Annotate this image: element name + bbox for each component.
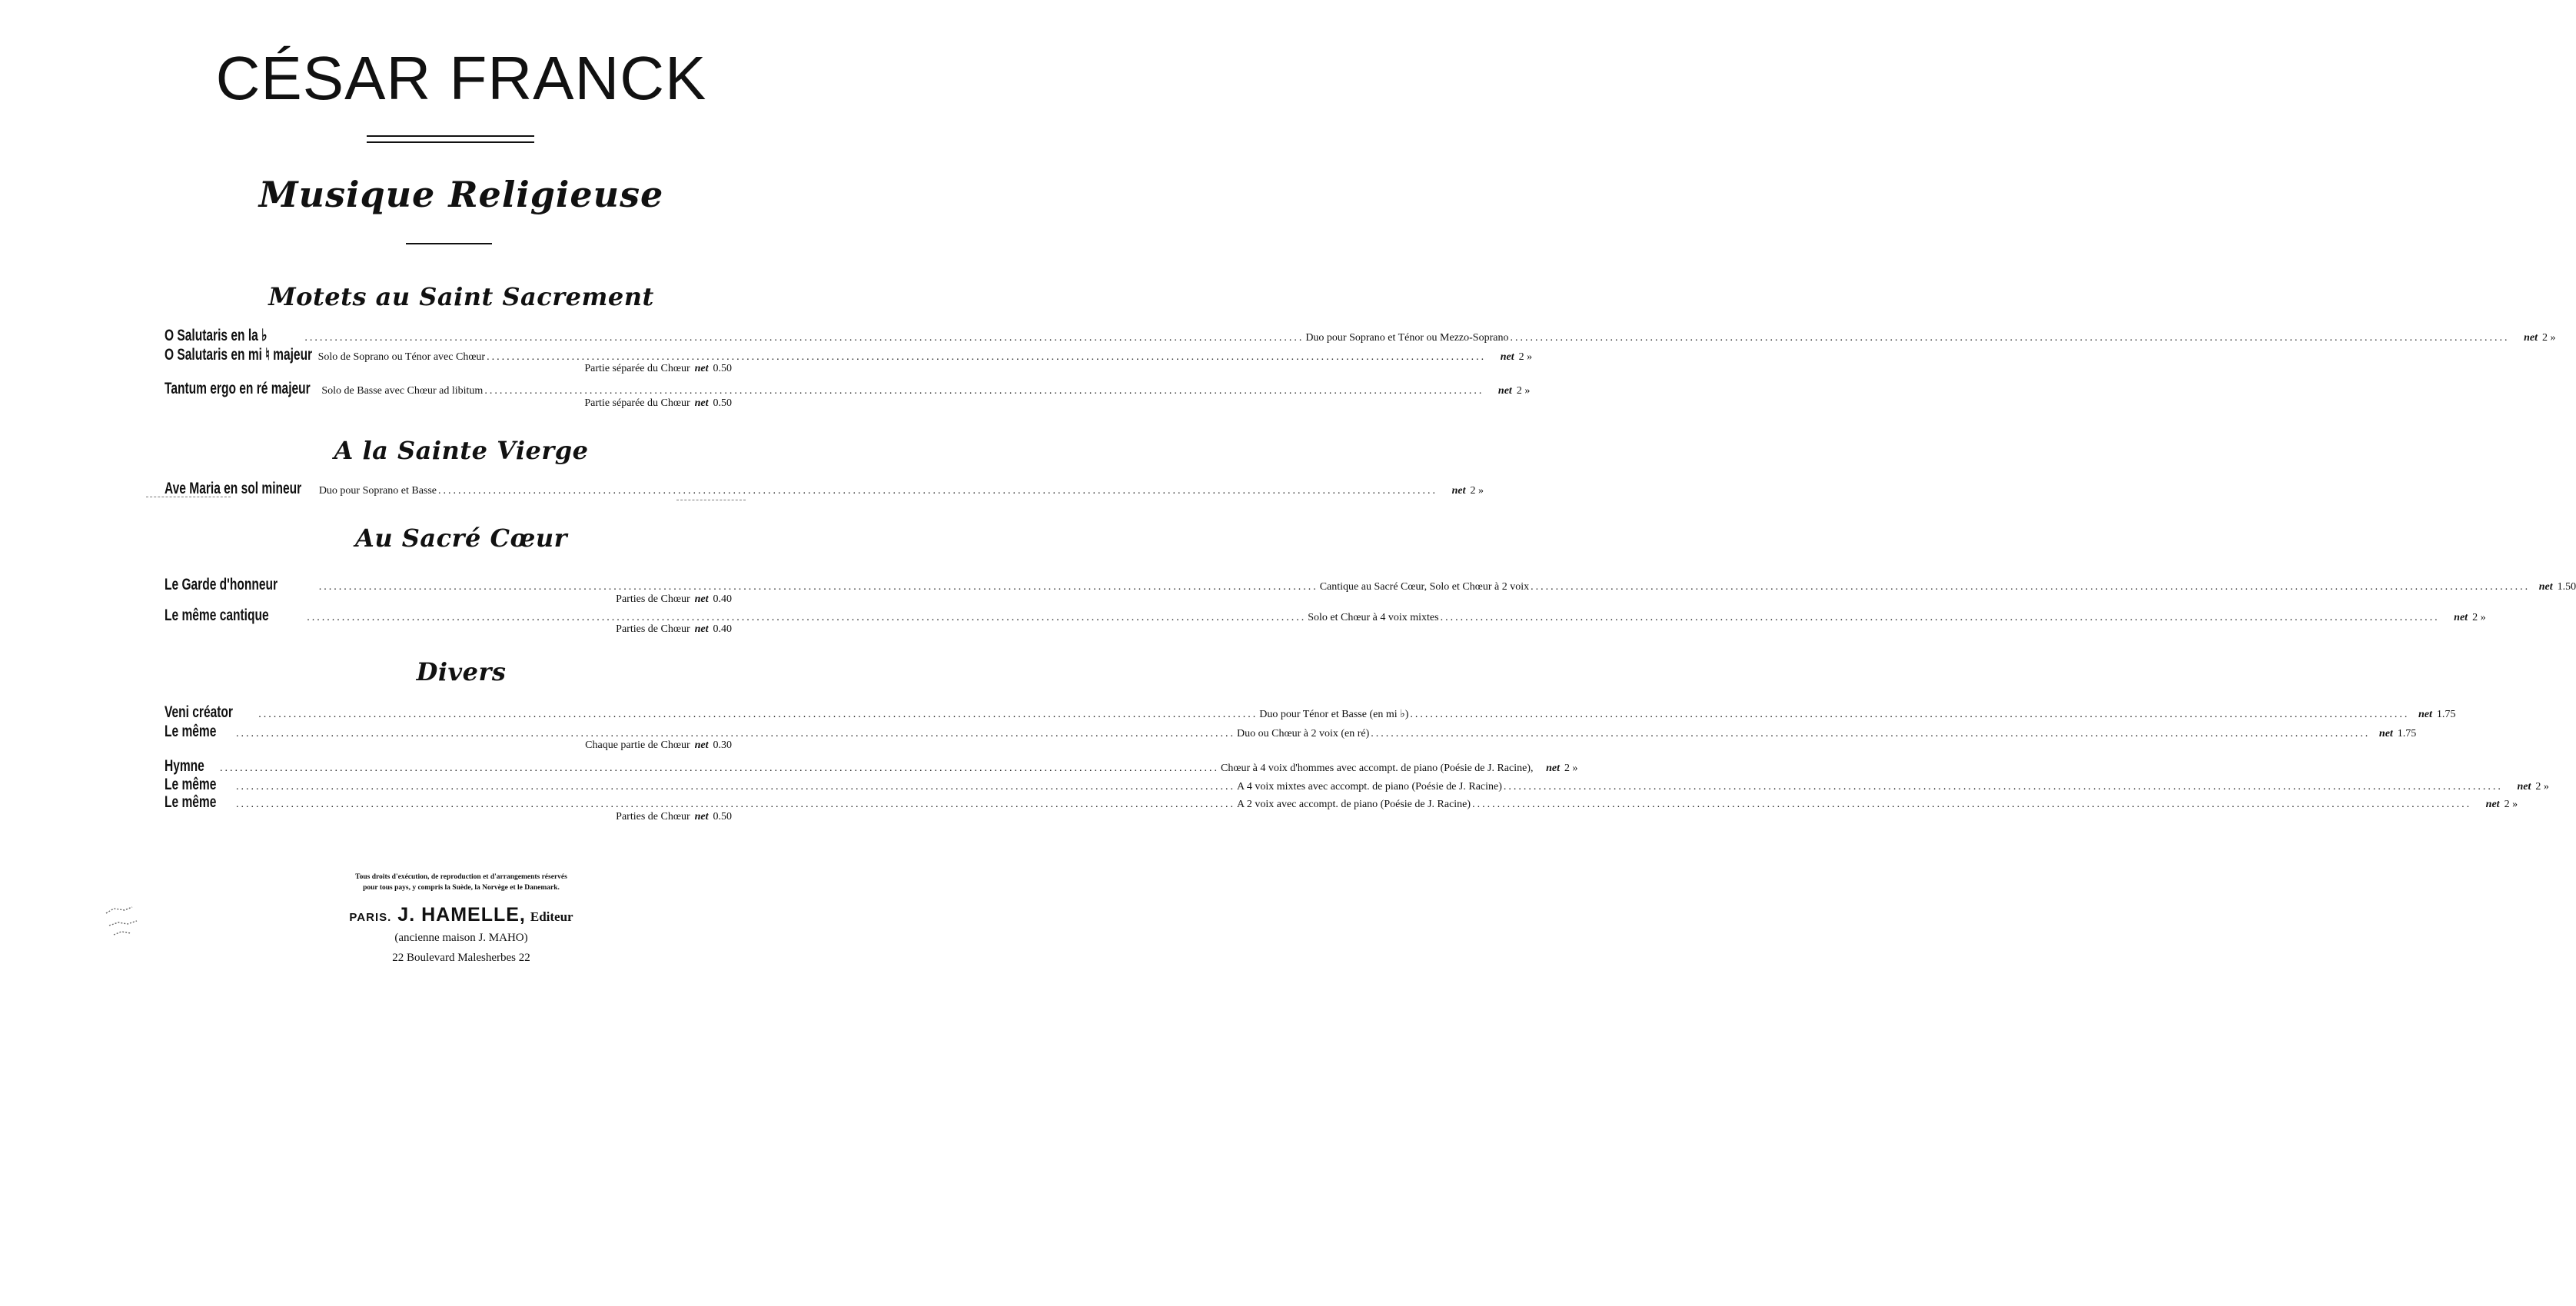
catalog-entry bbox=[165, 480, 1484, 497]
catalog-title: Musique Religieuse bbox=[258, 174, 664, 215]
work-price: net 2 » bbox=[2485, 799, 2518, 810]
work-description: Duo ou Chœur à 2 voix (en ré) bbox=[1237, 728, 1370, 739]
work-price: net 1.50 bbox=[2538, 581, 2576, 593]
short-rule-divider bbox=[406, 243, 492, 244]
chorus-part-line: Parties de Chœur net 0.40 bbox=[616, 593, 732, 605]
work-description: A 2 voix avec accompt. de piano (Poésie de J. Racine) bbox=[1237, 799, 1471, 810]
work-description: Solo de Basse avec Chœur ad libitum bbox=[321, 385, 484, 397]
work-title: Tantum ergo en ré majeur bbox=[165, 380, 311, 397]
work-price: net 1.75 bbox=[2378, 728, 2417, 739]
leader-dots: ........................................................................................................................................................................................................ bbox=[258, 709, 1258, 720]
work-description: Duo pour Soprano et Basse bbox=[318, 485, 437, 497]
catalog-entry bbox=[165, 576, 2576, 593]
leader-dots: ........................................................................................................................................................................................................ bbox=[1503, 781, 2503, 793]
leader-dots: ........................................................................................................................................................................................................ bbox=[220, 763, 1220, 774]
leader-dots: ........................................................................................................................................................................................................ bbox=[304, 332, 1305, 344]
work-title: Le même bbox=[165, 776, 217, 793]
work-description: Duo pour Soprano et Ténor ou Mezzo-Soprano bbox=[1305, 332, 1509, 344]
work-description: Solo de Soprano ou Ténor avec Chœur bbox=[317, 351, 486, 363]
catalog-entry bbox=[165, 723, 2417, 740]
catalog-entry bbox=[165, 326, 2556, 344]
catalog-entry bbox=[165, 380, 1531, 397]
work-title: Hymne bbox=[165, 757, 204, 775]
leader-dots: ........................................................................................................................................................................................................ bbox=[487, 351, 1487, 363]
chorus-part-line: Partie séparée du Chœur net 0.50 bbox=[584, 363, 732, 374]
work-title: Le même bbox=[165, 793, 217, 811]
work-description: Solo et Chœur à 4 voix mixtes bbox=[1308, 612, 1439, 623]
section-heading-divers: Divers bbox=[416, 657, 507, 686]
leader-dots: ........................................................................................................................................................................................................ bbox=[1531, 581, 2531, 593]
work-title: O Salutaris en mi ♮ majeur bbox=[165, 346, 313, 364]
work-price: net 2 » bbox=[1546, 763, 1578, 774]
chorus-part-line: Chaque partie de Chœur net 0.30 bbox=[585, 739, 732, 751]
publisher-role: Editeur bbox=[530, 909, 573, 924]
leader-dots: ........................................................................................................................................................................................................ bbox=[1472, 799, 2472, 810]
leader-dots: ........................................................................................................................................................................................................ bbox=[236, 728, 1236, 739]
catalog-entry bbox=[165, 793, 2518, 811]
leader-dots: ........................................................................................................................................................................................................ bbox=[1510, 332, 2510, 344]
double-rule-divider bbox=[367, 135, 534, 143]
work-title: Le Garde d'honneur bbox=[165, 576, 278, 593]
work-title: Le même bbox=[165, 723, 217, 740]
work-description: Cantique au Sacré Cœur, Solo et Chœur à 2 voix bbox=[1319, 581, 1530, 593]
catalog-entry bbox=[165, 703, 2456, 721]
publisher-address: 22 Boulevard Malesherbes 22 bbox=[392, 952, 530, 964]
catalog-entry bbox=[165, 757, 1578, 775]
work-description: Chœur à 4 voix d'hommes avec accompt. de piano (Poésie de J. Racine), bbox=[1221, 763, 1534, 774]
work-title: Ave Maria en sol mineur bbox=[165, 480, 302, 497]
work-title: Le même cantique bbox=[165, 606, 269, 624]
work-title: O Salutaris en la ♭ bbox=[165, 327, 268, 344]
chorus-part-line: Parties de Chœur net 0.40 bbox=[616, 623, 732, 635]
work-price: net 2 » bbox=[1500, 351, 1533, 363]
chorus-part-line: Partie séparée du Chœur net 0.50 bbox=[584, 397, 732, 409]
work-price: net 1.75 bbox=[2418, 709, 2456, 720]
section-heading-sacre-coeur: Au Sacré Cœur bbox=[355, 523, 567, 553]
publisher-city: PARIS. bbox=[349, 911, 392, 924]
section-heading-sainte-vierge: A la Sainte Vierge bbox=[334, 436, 589, 465]
catalog-entry bbox=[165, 345, 1533, 364]
catalog-entry bbox=[165, 776, 2549, 793]
work-price: net 2 » bbox=[2517, 781, 2549, 793]
rights-notice: Tous droits d'exécution, de reproduction et d'arrangements réservés pour tous pays, y compris la Suède, la Norvège et le Danemark. bbox=[355, 873, 567, 892]
publisher-name: J. HAMELLE, bbox=[397, 904, 526, 925]
work-description: A 4 voix mixtes avec accompt. de piano (Poésie de J. Racine) bbox=[1237, 781, 1502, 793]
leader-dots: ........................................................................................................................................................................................................ bbox=[307, 612, 1307, 623]
leader-dots: ........................................................................................................................................................................................................ bbox=[1371, 728, 2371, 739]
catalog-entry bbox=[165, 606, 2486, 624]
work-description: Duo pour Ténor et Basse (en mi ♭) bbox=[1259, 709, 1409, 720]
leader-dots: ........................................................................................................................................................................................................ bbox=[318, 581, 1318, 593]
leader-dots: ........................................................................................................................................................................................................ bbox=[484, 385, 1484, 397]
work-price: net 2 » bbox=[1497, 385, 1531, 397]
work-price: net 2 » bbox=[2524, 332, 2556, 344]
work-title: Veni créator bbox=[165, 703, 233, 721]
chorus-part-line: Parties de Chœur net 0.50 bbox=[616, 811, 732, 822]
section-heading-saint-sacrement: Motets au Saint Sacrement bbox=[268, 282, 654, 311]
leader-dots: ........................................................................................................................................................................................................ bbox=[236, 781, 1236, 793]
work-price: net 2 » bbox=[1451, 485, 1484, 497]
publisher-former-house: (ancienne maison J. MAHO) bbox=[394, 932, 528, 944]
leader-dots: ........................................................................................................................................................................................................ bbox=[1410, 709, 2410, 720]
composer-name: CÉSAR FRANCK bbox=[215, 44, 707, 112]
leader-dots: ........................................................................................................................................................................................................ bbox=[438, 485, 1438, 497]
work-price: net 2 » bbox=[2454, 612, 2486, 623]
library-stamp-mark bbox=[98, 899, 152, 945]
leader-dots: ........................................................................................................................................................................................................ bbox=[236, 799, 1236, 810]
leader-dots: ........................................................................................................................................................................................................ bbox=[1440, 612, 2440, 623]
